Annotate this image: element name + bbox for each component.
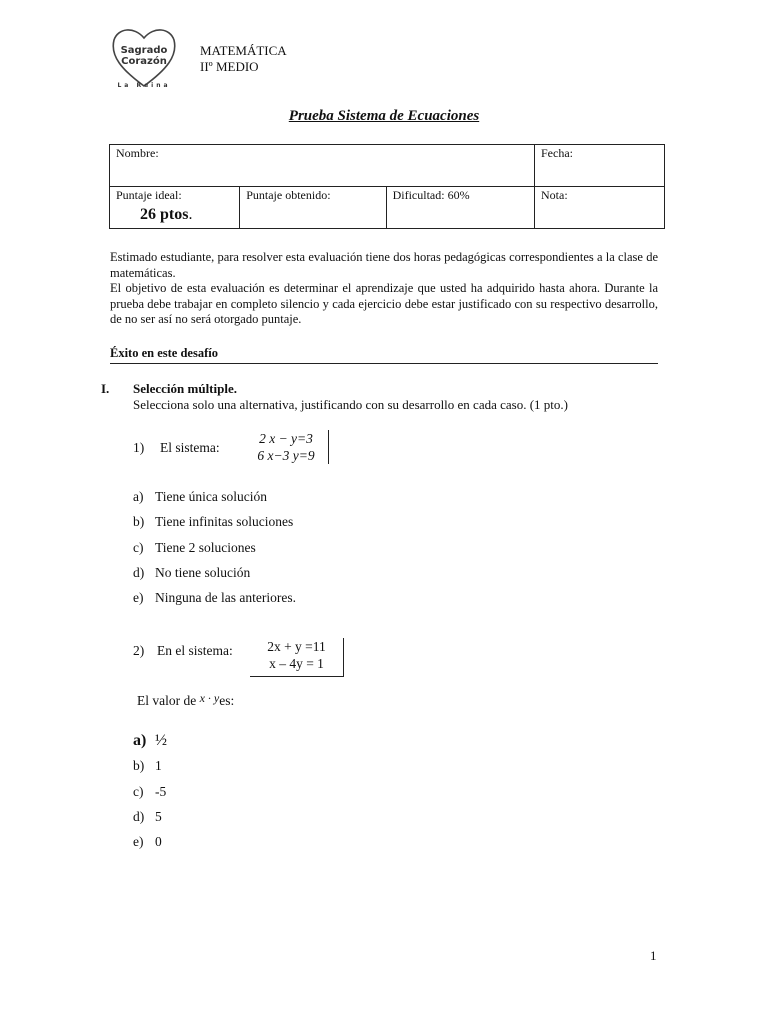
option-letter: b)	[133, 514, 145, 530]
option-letter: a)	[133, 489, 144, 504]
option-text: 0	[155, 834, 162, 850]
question1-option-d[interactable]	[133, 560, 296, 585]
difficulty-cell	[386, 187, 534, 229]
value-expression: x · y	[199, 691, 220, 705]
option-text: No tiene solución	[155, 564, 251, 580]
ideal-score-number: 26 ptos	[140, 206, 189, 223]
value-suffix: es:	[219, 693, 235, 708]
option-text: 5	[155, 808, 162, 824]
divider	[110, 363, 658, 364]
option-letter: d)	[133, 564, 145, 580]
page-title: Prueba Sistema de Ecuaciones	[288, 108, 480, 124]
page-number: 1	[650, 948, 657, 963]
name-label: Nombre:	[116, 146, 159, 160]
option-letter: a)	[133, 732, 147, 749]
question1-option-c[interactable]	[133, 535, 296, 560]
subject-name: MATEMÁTICA	[200, 43, 287, 58]
subject-header	[200, 43, 287, 75]
option-text: Tiene infinitas soluciones	[155, 514, 294, 530]
question2-option-d[interactable]	[133, 804, 167, 829]
grade-label: Nota:	[541, 188, 568, 202]
option-text: 1	[155, 758, 162, 774]
option-text: Tiene 2 soluciones	[155, 539, 256, 555]
grade-cell[interactable]	[535, 187, 665, 229]
logo-text-line1: Sagrado	[120, 45, 168, 56]
question1-option-e[interactable]	[133, 585, 296, 610]
question2-options	[133, 728, 167, 854]
question1-equation-2: 6 x−3 y=9	[257, 448, 315, 463]
option-letter: e)	[133, 590, 144, 606]
question2-equation-1: 2x + y =11	[267, 639, 326, 654]
question2-option-c[interactable]	[133, 779, 167, 804]
option-text: Tiene única solución	[155, 489, 267, 504]
option-letter: c)	[133, 539, 144, 555]
grade-level: IIº MEDIO	[200, 59, 259, 74]
school-logo	[104, 22, 184, 94]
question1-number: 1)	[133, 440, 145, 455]
option-text: -5	[155, 783, 167, 799]
intro-text	[110, 250, 658, 328]
ideal-score-suffix: .	[188, 206, 193, 223]
ideal-score-label: Puntaje ideal:	[116, 188, 182, 202]
question2-equation-2: x – 4y = 1	[269, 656, 324, 671]
question2-option-a[interactable]	[133, 728, 167, 753]
question2-option-b[interactable]	[133, 753, 167, 778]
intro-paragraph-1: Estimado estudiante, para resolver esta evaluación tiene dos horas pedagógicas correspondientes a la clase de matemáticas.	[110, 250, 658, 280]
option-letter: e)	[133, 834, 144, 850]
value-prefix: El valor de	[137, 693, 197, 708]
question2-system	[250, 638, 344, 677]
date-cell[interactable]	[535, 145, 665, 187]
option-text: Ninguna de las anteriores.	[155, 590, 296, 606]
intro-paragraph-2: El objetivo de esta evaluación es determinar el aprendizaje que usted ha adquirido hasta ahora. Durante la prueba debe trabajar en completo silencio y cada ejercicio debe estar justificado con su respectivo desarrollo, de no ser así no será otorgado puntaje.	[110, 281, 658, 326]
ideal-score-cell	[110, 187, 240, 229]
section-number: I.	[101, 381, 110, 396]
student-info-table	[109, 144, 665, 229]
option-letter: c)	[133, 783, 144, 799]
logo-text-line2: Corazón	[121, 56, 167, 67]
option-letter: d)	[133, 808, 145, 824]
question2-value-prompt	[137, 693, 234, 709]
question1-system	[246, 430, 329, 464]
question1-option-a[interactable]	[133, 484, 296, 509]
question2-prompt: En el sistema:	[157, 643, 233, 658]
difficulty-label: Dificultad: 60%	[392, 188, 470, 202]
question1-equation-1: 2 x − y=3	[259, 431, 313, 446]
question1-options	[133, 484, 296, 610]
option-text: ½	[155, 732, 167, 749]
logo-text-line3: La Reina	[117, 82, 171, 89]
question1-prompt: El sistema:	[160, 440, 220, 455]
obtained-score-label: Puntaje obtenido:	[246, 188, 331, 202]
name-cell[interactable]	[110, 145, 535, 187]
date-label: Fecha:	[541, 146, 573, 160]
section-title: Selección múltiple.	[133, 381, 237, 396]
section-instructions: Selecciona solo una alternativa, justificando con su desarrollo en cada caso. (1 pto.)	[133, 397, 568, 412]
motto: Éxito en este desafío	[110, 346, 218, 360]
question2-number: 2)	[133, 643, 145, 658]
option-letter: b)	[133, 758, 145, 774]
ideal-score-value	[116, 206, 233, 224]
question2-option-e[interactable]	[133, 829, 167, 854]
obtained-score-cell[interactable]	[240, 187, 386, 229]
question1-option-b[interactable]	[133, 509, 296, 534]
